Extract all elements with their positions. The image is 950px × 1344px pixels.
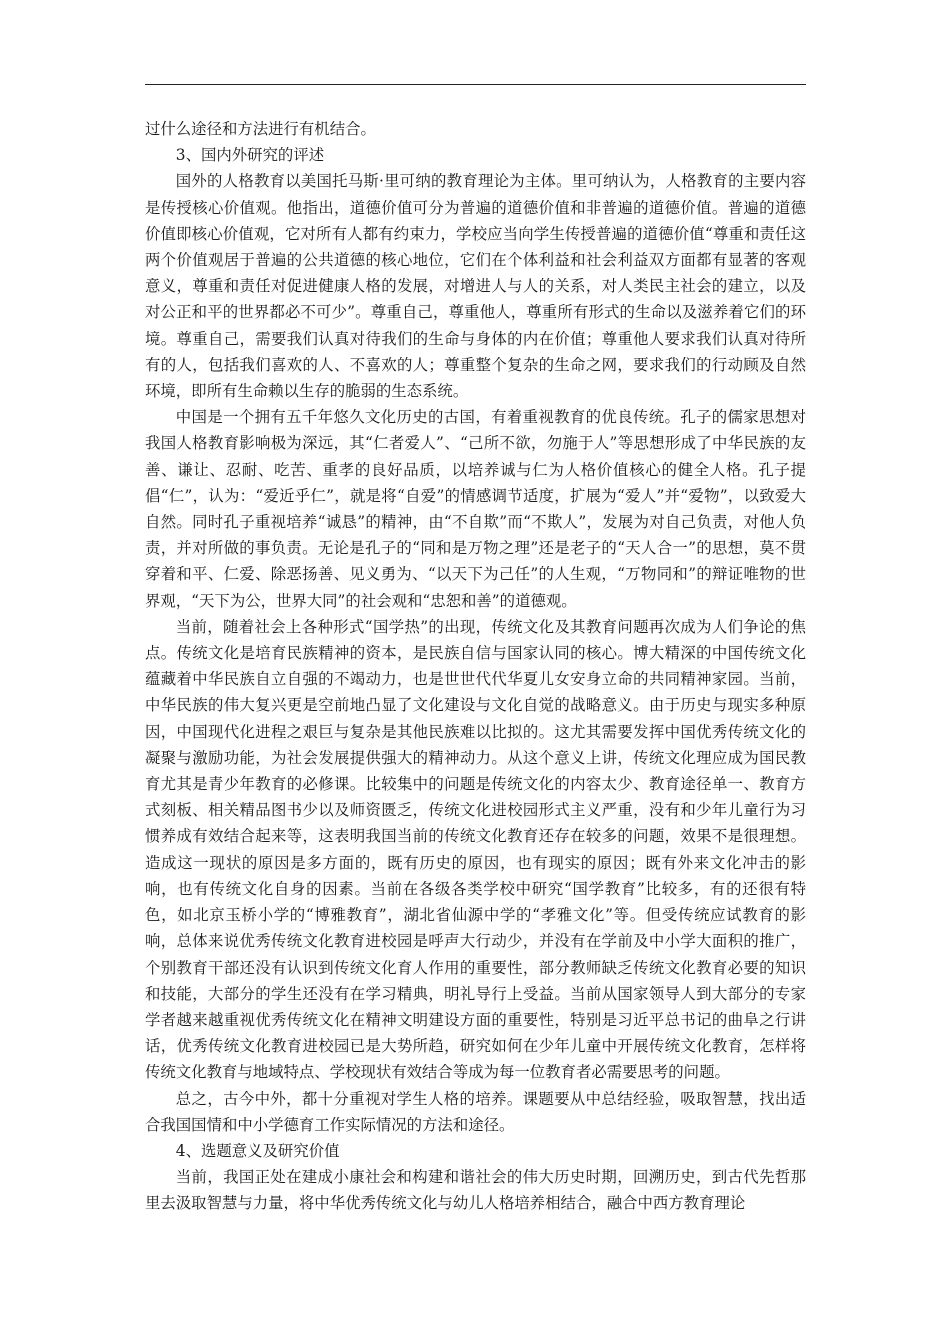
paragraph-significance: 当前，我国正处在建成小康社会和构建和谐社会的伟大历史时期，回溯历史，到古代先哲那里去汲取智慧与力量，将中华优秀传统文化与幼儿人格培养相结合，融合中西方教育理论: [145, 1168, 806, 1213]
paragraph-foreign-research: 国外的人格教育以美国托马斯·里可纳的教育理论为主体。里可纳认为，人格教育的主要内容是传授核心价值观。他指出，道德价值可分为普遍的道德价值和非普遍的道德价值。普遍的道德价值即核心价值观，它对所有人都有约束力，学校应当向学生传授普遍的道德价值“尊重和责任这两个价值观居于普遍的公共道德的核心地位，它们在个体利益和社会利益双方面都有显著的客观意义，尊重和责任对促进健康人格的发展，对增进人与人的关系，对人类民主社会的建立，以及对公正和平的世界都必不可少”。尊重自己，尊重他人，尊重所有形式的生命以及滋养着它们的环境。尊重自己，需要我们认真对待我们的生命与身体的内在价值；尊重他人要求我们认真对待所有的人，包括我们喜欢的人、不喜欢的人；尊重整个复杂的生命之网，要求我们的行动顾及自然环境，即所有生命赖以生存的脆弱的生态系统。: [145, 172, 806, 401]
document-body: [145, 116, 806, 1217]
paragraph-china-tradition: 中国是一个拥有五千年悠久文化历史的古国，有着重视教育的优良传统。孔子的儒家思想对我国人格教育影响极为深远，其“仁者爱人”、“己所不欲，勿施于人”等思想形成了中华民族的友善、谦让、忍耐、吃苦、重孝的良好品质，以培养诚与仁为人格价值核心的健全人格。孔子提倡“仁”，认为：“爱近乎仁”，就是将“自爱”的情感调节适度，扩展为“爱人”并“爱物”，以致爱大自然。同时孔子重视培养“诚恳”的精神，由“不自欺”而“不欺人”，发展为对自己负责，对他人负责，并对所做的事负责。无论是孔子的“同和是万物之理”还是老子的“天人合一”的思想，莫不贯穿着和平、仁爱、除恶扬善、见义勇为、“以天下为己任”的人生观，“万物同和”的辩证唯物的世界观，“天下为公，世界大同”的社会观和“忠恕和善”的道德观。: [145, 408, 806, 610]
header-rule: [145, 84, 806, 85]
paragraph-summary: 总之，古今中外，都十分重视对学生人格的培养。课题要从中总结经验，吸取智慧，找出适合我国国情和中小学德育工作实际情况的方法和途径。: [145, 1089, 806, 1134]
paragraph-current-situation: 当前，随着社会上各种形式“国学热”的出现，传统文化及其教育问题再次成为人们争论的焦点。传统文化是培育民族精神的资本，是民族自信与国家认同的核心。博大精深的中国传统文化蕴藏着中华民族自立自强的不竭动力，也是世世代代华夏儿女安身立命的共同精神家园。当前，中华民族的伟大复兴更是空前地凸显了文化建设与文化自觉的战略意义。由于历史与现实多种原因，中国现代化进程之艰巨与复杂是其他民族难以比拟的。这尤其需要发挥中国优秀传统文化的凝聚与激励功能，为社会发展提供强大的精神动力。从这个意义上讲，传统文化理应成为国民教育尤其是青少年教育的必修课。比较集中的问题是传统文化的内容太少、教育途径单一、教育方式刻板、相关精品图书少以及师资匮乏，传统文化进校园形式主义严重，没有和少年儿童行为习惯养成有效结合起来等，这表明我国当前的传统文化教育还存在较多的问题，效果不是很理想。造成这一现状的原因是多方面的，既有历史的原因，也有现实的原因；既有外来文化冲击的影响，也有传统文化自身的因素。当前在各级各类学校中研究“国学教育”比较多，有的还很有特色，如北京玉桥小学的“博雅教育”，湖北省仙源中学的“孝雅文化”等。但受传统应试教育的影响，总体来说优秀传统文化教育进校园是呼声大行动少，并没有在学前及中小学大面积的推广，个别教育干部还没有认识到传统文化育人作用的重要性，部分教师缺乏传统文化教育必要的知识和技能，大部分的学生还没有在学习精典，明礼导行上受益。当前从国家领导人到大部分的专家学者越来越重视优秀传统文化在精神文明建设方面的重要性，特别是习近平总书记的曲阜之行讲话，优秀传统文化教育进校园已是大势所趋，研究如何在少年儿童中开展传统文化教育，怎样将传统文化教育与地域特点、学校现状有效结合等成为每一位教育者必需要思考的问题。: [145, 617, 806, 1082]
section-heading-4: 4、选题意义及研究价值: [175, 1141, 340, 1160]
continuation-paragraph: 过什么途径和方法进行有机结合。: [145, 120, 376, 138]
section-heading-3: 3、国内外研究的评述: [175, 146, 325, 165]
